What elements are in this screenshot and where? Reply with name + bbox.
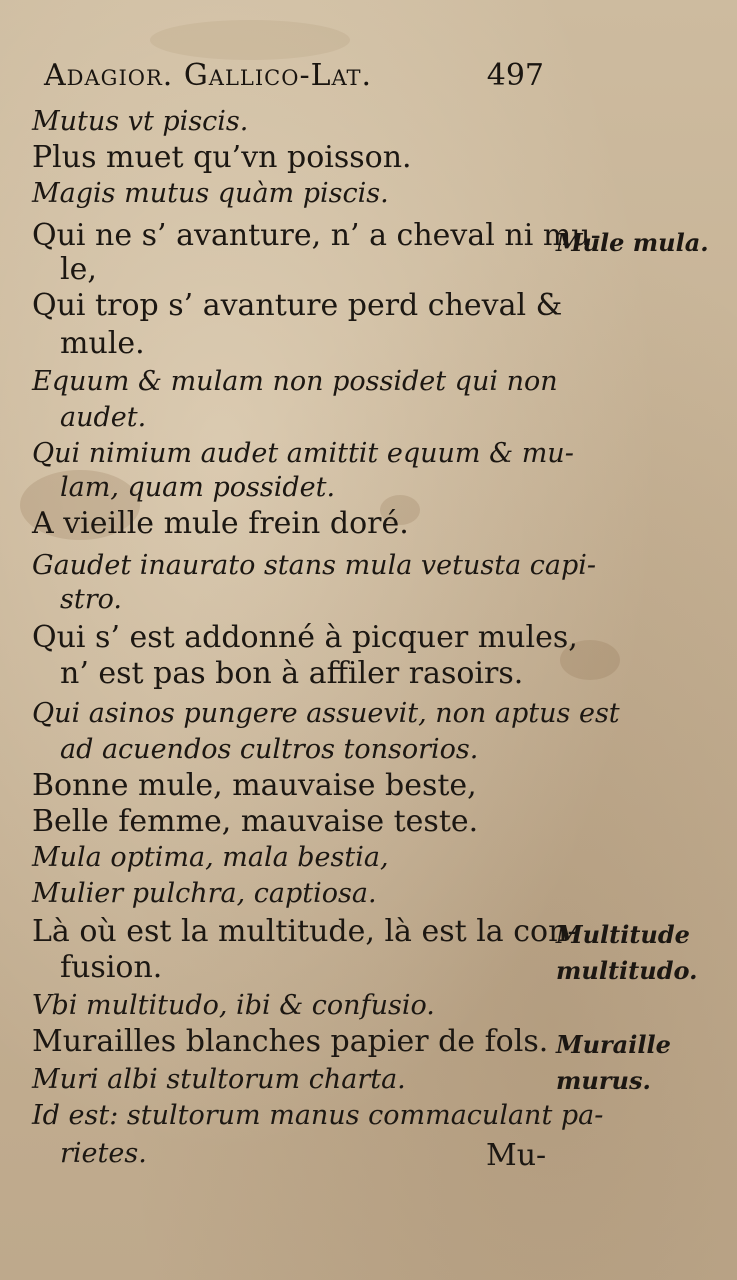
text-line: Murailles blanches papier de fols. xyxy=(32,1024,549,1059)
text-line: Magis mutus quàm piscis. xyxy=(32,178,389,209)
text-line: Qui nimium audet amittit equum & mu- xyxy=(32,438,574,469)
text-line: Mulier pulchra, captiosa. xyxy=(32,878,377,909)
margin-note: Muraille xyxy=(556,1030,671,1059)
text-line: Id est: stultorum manus commaculant pa- xyxy=(32,1100,604,1131)
text-line: Vbi multitudo, ibi & confusio. xyxy=(32,990,435,1021)
margin-note: Mule mula. xyxy=(556,228,709,257)
text-line: Qui trop s’ avanture perd cheval & xyxy=(32,288,563,323)
text-line: Equum & mulam non possidet qui non xyxy=(32,366,558,397)
text-line: A vieille mule frein doré. xyxy=(32,506,409,541)
text-line: Plus muet qu’vn poisson. xyxy=(32,140,412,175)
text-line: audet. xyxy=(60,402,147,433)
text-line: n’ est pas bon à affiler rasoirs. xyxy=(60,656,524,691)
text-line: Là où est la multitude, là est la con- xyxy=(32,914,578,949)
header-title: Adagior. Gallico-Lat. xyxy=(44,58,373,93)
page-number: 497 xyxy=(486,58,544,93)
text-line: Qui ne s’ avanture, n’ a cheval ni mu- xyxy=(32,218,601,253)
margin-note: multitudo. xyxy=(556,956,698,985)
text-line: ad acuendos cultros tonsorios. xyxy=(60,734,479,765)
text-line: Bonne mule, mauvaise beste, xyxy=(32,768,477,803)
margin-note: Multitude xyxy=(556,920,690,949)
text-line: Gaudet inaurato stans mula vetusta capi- xyxy=(32,550,597,581)
text-line: rietes. xyxy=(60,1138,147,1169)
margin-note: murus. xyxy=(556,1066,651,1095)
text-line: fusion. xyxy=(60,950,163,985)
text-line: Mutus vt piscis. xyxy=(32,106,249,137)
text-line: Belle femme, mauvaise teste. xyxy=(32,804,479,839)
text-line: Qui s’ est addonné à picquer mules, xyxy=(32,620,578,655)
text-line: le, xyxy=(60,252,97,287)
text-line: mule. xyxy=(60,326,145,361)
text-line: Qui asinos pungere assuevit, non aptus est xyxy=(32,698,620,729)
text-line: Muri albi stultorum charta. xyxy=(32,1064,406,1095)
text-line: lam, quam possidet. xyxy=(60,472,336,503)
text-line: stro. xyxy=(60,584,122,615)
running-header xyxy=(44,58,544,98)
catchword: Mu- xyxy=(486,1138,547,1173)
text-line: Mula optima, mala bestia, xyxy=(32,842,389,873)
